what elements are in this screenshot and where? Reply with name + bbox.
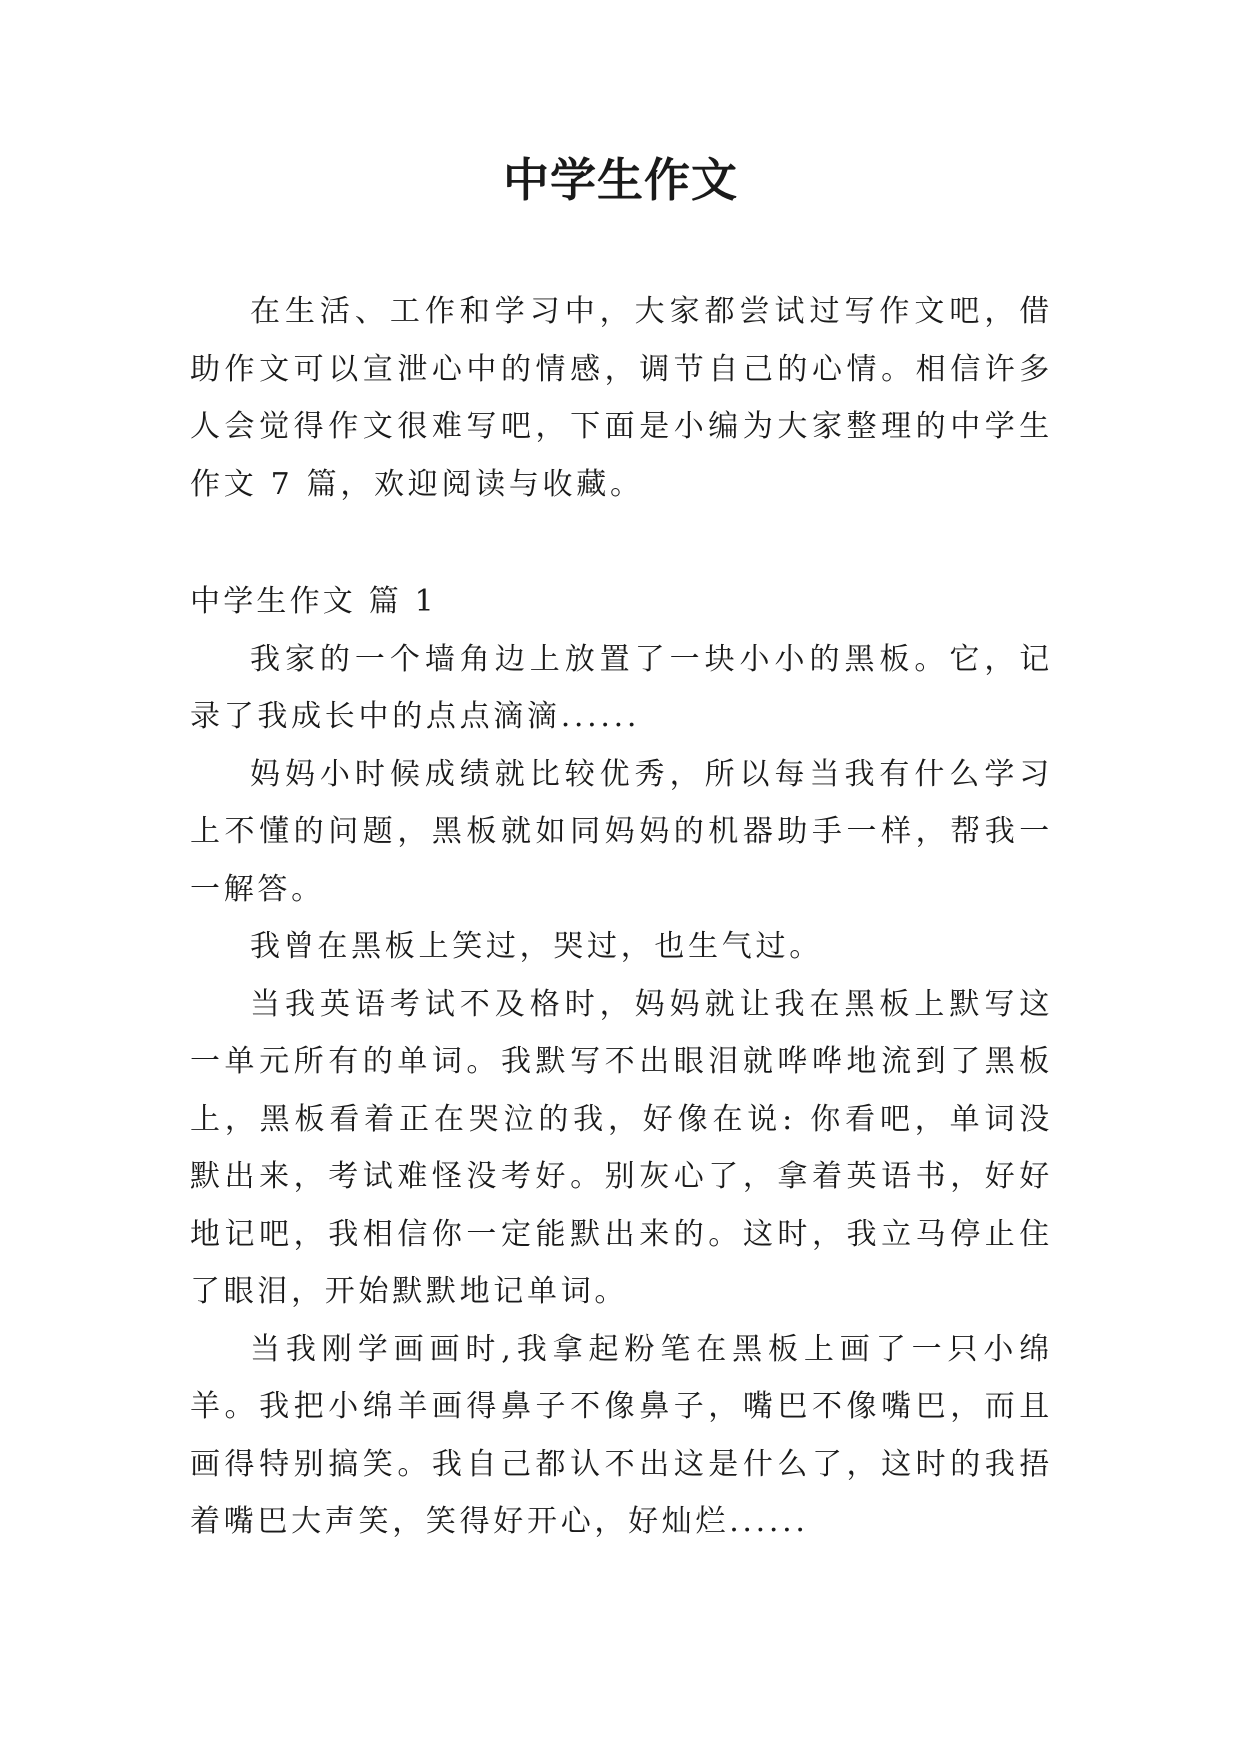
section-heading: 中学生作文 篇 1 [190, 584, 437, 619]
document-body [190, 283, 1053, 1551]
intro-paragraph: 在生活、工作和学习中，大家都尝试过写作文吧，借助作文可以宣泄心中的情感，调节自己的心情。相信许多人会觉得作文很难写吧，下面是小编为大家整理的中学生作文 7 篇，欢迎阅读与收藏。 [190, 294, 1053, 502]
document-title: 中学生作文 [503, 153, 738, 207]
body-paragraph: 当我刚学画画时,我拿起粉笔在黑板上画了一只小绵羊。我把小绵羊画得鼻子不像鼻子，嘴巴不像嘴巴，而且画得特别搞笑。我自己都认不出这是什么了，这时的我捂着嘴巴大声笑，笑得好开心，好灿烂...... [190, 1331, 1053, 1539]
body-paragraph: 当我英语考试不及格时，妈妈就让我在黑板上默写这一单元所有的单词。我默写不出眼泪就哗哗地流到了黑板上，黑板看着正在哭泣的我，好像在说: 你看吧，单词没默出来，考试难怪没考好。别灰心了，拿着英语书，好好地记吧，我相信你一定能默出来的。这时，我立马停止住了眼泪，开始默默地记单词。 [190, 986, 1053, 1309]
body-paragraph: 我曾在黑板上笑过，哭过，也生气过。 [250, 929, 823, 964]
body-paragraph: 妈妈小时候成绩就比较优秀，所以每当我有什么学习上不懂的问题，黑板就如同妈妈的机器助手一样，帮我一一解答。 [190, 756, 1053, 907]
body-paragraph: 我家的一个墙角边上放置了一块小小的黑板。它，记录了我成长中的点点滴滴...... [190, 641, 1053, 734]
